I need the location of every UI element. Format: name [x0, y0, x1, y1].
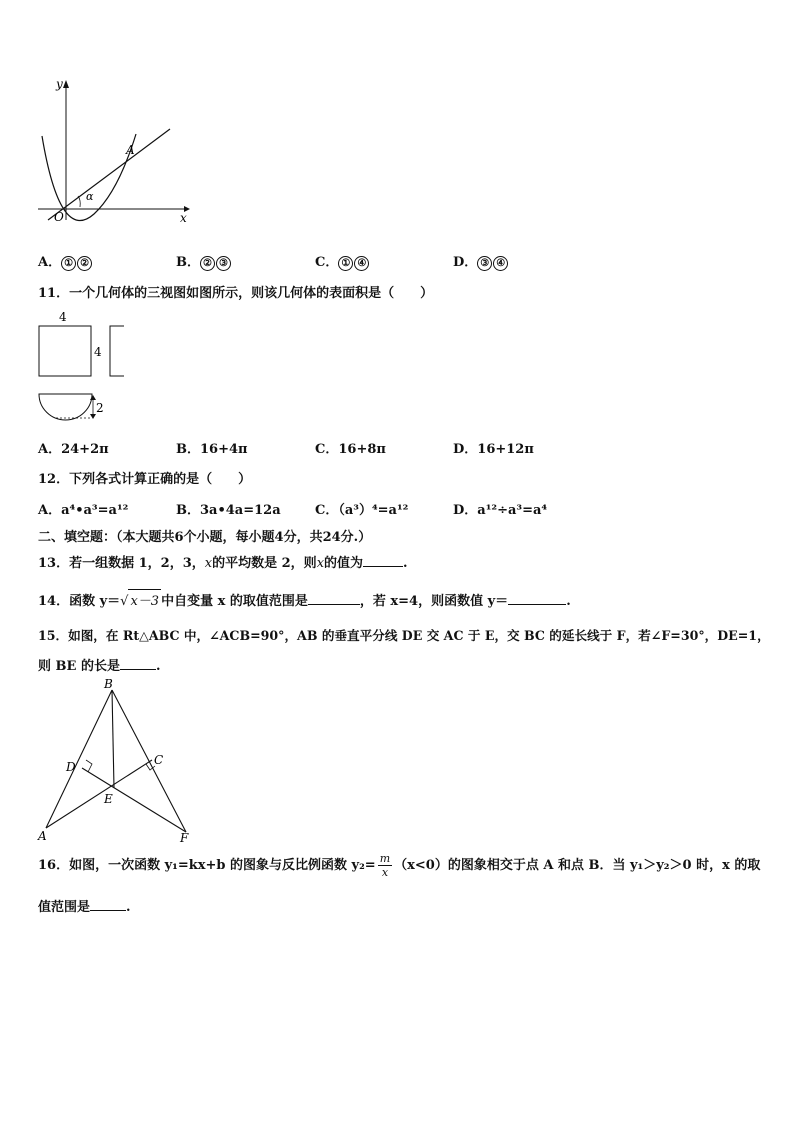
vertex-e-label: E: [104, 792, 113, 806]
q15-line1: 15．如图，在 Rt△ABC 中，∠ACB=90°，AB 的垂直平分线 DE 交 AC 于 E，交 BC 的延长线于 F，若∠F=30°，DE=1，: [38, 628, 770, 643]
q11-option-c[interactable]: C．16+8π: [315, 442, 386, 457]
q14-value-blank[interactable]: [508, 592, 566, 605]
q16-line2: 值范围是 .: [38, 900, 131, 915]
q11-option-a[interactable]: A．24+2π: [38, 442, 109, 457]
q14-range-blank[interactable]: [308, 592, 360, 605]
y-axis-arrow: [63, 80, 69, 88]
segment-bf: [112, 690, 186, 832]
q15-triangle-figure: [34, 676, 204, 848]
vertex-f-label: F: [180, 831, 189, 845]
q10-option-c[interactable]: C． ① ④: [315, 251, 370, 271]
semicircle-height-label: 2: [96, 401, 104, 415]
q16-line1: 16．如图，一次函数 y₁=kx+b 的图象与反比例函数 y₂= $\frac{m}{x}$ （x<0）的图象相交于点 A 和点 B．当 y₁＞y₂＞0 时，x 的取: [38, 852, 761, 879]
vertex-b-label: B: [104, 677, 113, 691]
vertex-d-label: D: [66, 760, 76, 774]
front-view-square: [39, 326, 91, 376]
segment-be: [112, 690, 114, 788]
origin-label: O: [54, 210, 64, 224]
segment-df: [82, 768, 186, 832]
parabola-curve: [42, 134, 136, 221]
q12-option-c[interactable]: C．（a³）⁴=a¹²: [315, 503, 409, 518]
q10-option-d[interactable]: D． ③ ④: [453, 251, 509, 271]
right-angle-d: [86, 760, 92, 772]
q12-option-b[interactable]: B．3a•4a=12a: [176, 503, 281, 518]
section-2-title: 二、填空题：（本大题共6个小题，每小题4分，共24分.）: [38, 530, 372, 545]
top-view-semicircle: [39, 394, 92, 420]
q13-stem: 13．若一组数据 1，2，3，x的平均数是 2，则x的值为 .: [38, 556, 408, 571]
front-height-label: 4: [94, 345, 102, 359]
q10-graph: [34, 74, 194, 224]
vertex-c-label: C: [154, 753, 164, 767]
q11-stem: 11．一个几何体的三视图如图所示，则该几何体的表面积是（ ）: [38, 286, 434, 301]
vertex-a-label: A: [38, 829, 47, 843]
front-width-label: 4: [59, 310, 67, 324]
q16-answer-blank[interactable]: [90, 898, 126, 911]
q10-option-b[interactable]: B． ② ③: [176, 251, 232, 271]
q15-line2: 则 BE 的长是 .: [38, 659, 161, 674]
q14-stem: 14．函数 y＝√ x－3 中自变量 x 的取值范围是 ，若 x=4，则函数值 y＝ .: [38, 589, 571, 609]
x-axis-label: x: [180, 211, 187, 224]
q15-answer-blank[interactable]: [120, 657, 156, 670]
q11-option-b[interactable]: B．16+4π: [176, 442, 248, 457]
y-axis-label: y: [56, 77, 63, 91]
side-view-rectangle: [110, 326, 124, 376]
point-a-label: A: [126, 143, 135, 157]
q12-stem: 12．下列各式计算正确的是（ ）: [38, 472, 252, 487]
q16-fraction: $\frac{m}{x}$: [379, 852, 391, 879]
q11-option-d[interactable]: D．16+12π: [453, 442, 534, 457]
q12-option-d[interactable]: D．a¹²÷a³=a⁴: [453, 503, 548, 518]
height-dim-arrow-up: [90, 395, 96, 400]
angle-label: α: [86, 190, 94, 203]
q12-option-a[interactable]: A．a⁴•a³=a¹²: [38, 503, 129, 518]
q13-answer-blank[interactable]: [363, 554, 403, 567]
q11-three-views: [34, 308, 124, 424]
q10-option-a[interactable]: A． ① ②: [38, 251, 93, 271]
